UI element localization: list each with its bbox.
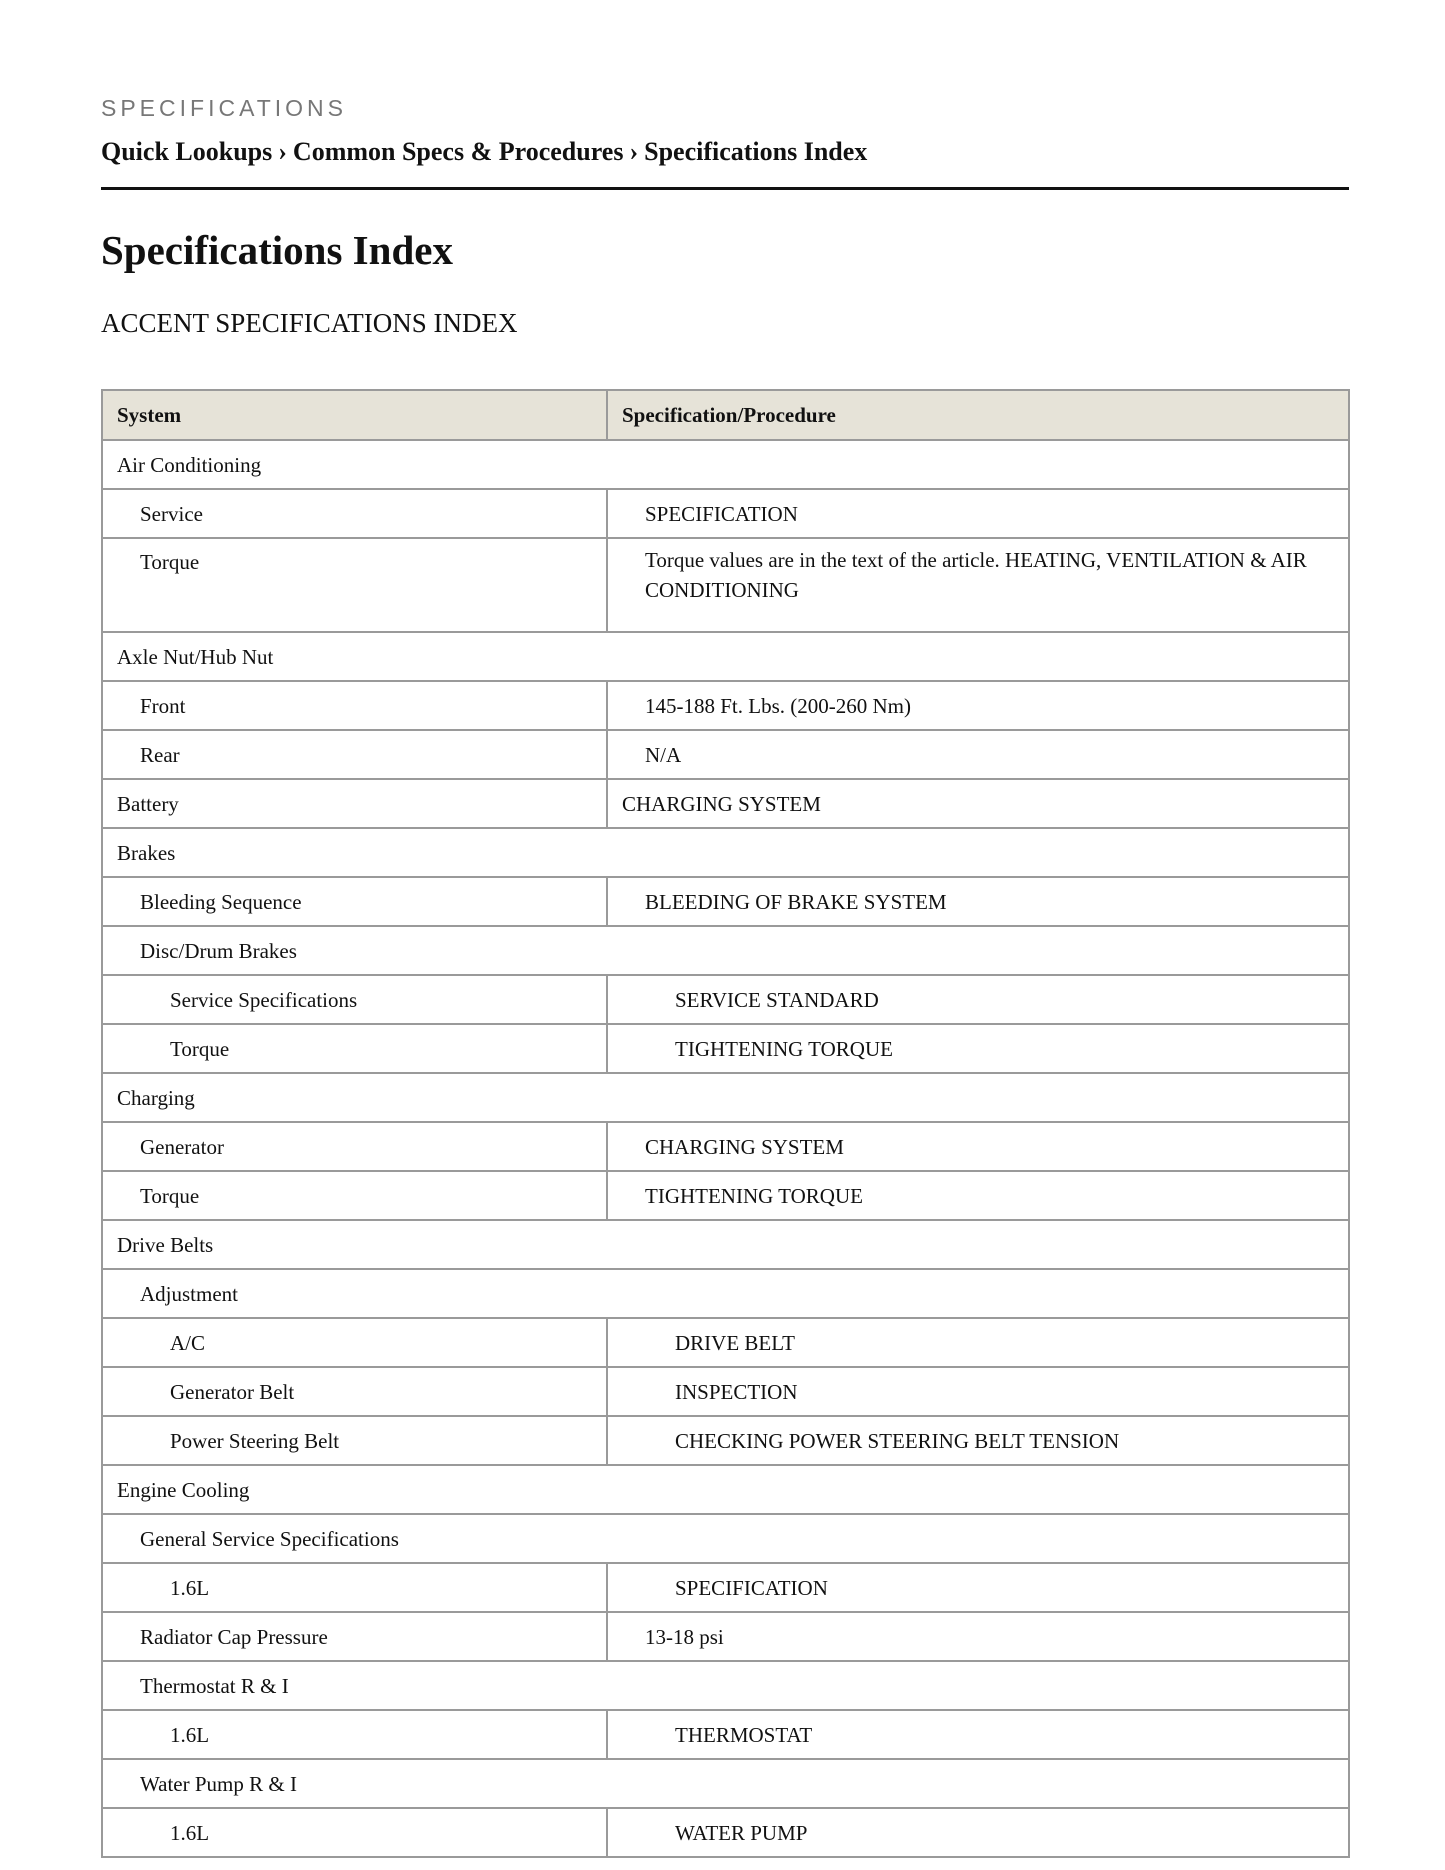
table-row xyxy=(102,975,1349,1024)
table-row xyxy=(102,681,1349,730)
specification-cell: SERVICE STANDARD xyxy=(607,975,1349,1024)
table-row xyxy=(102,1220,1349,1269)
table-row xyxy=(102,779,1349,828)
specification-cell: CHARGING SYSTEM xyxy=(607,1122,1349,1171)
system-cell: Service xyxy=(102,489,607,538)
specification-cell: INSPECTION xyxy=(607,1367,1349,1416)
system-cell: Front xyxy=(102,681,607,730)
breadcrumb xyxy=(101,137,867,167)
table-row xyxy=(102,538,1349,632)
page-subtitle: ACCENT SPECIFICATIONS INDEX xyxy=(101,308,518,338)
specification-cell: DRIVE BELT xyxy=(607,1318,1349,1367)
page-title: Specifications Index xyxy=(101,227,453,273)
system-cell: Brakes xyxy=(102,828,1349,877)
table-row xyxy=(102,1563,1349,1612)
table-row xyxy=(102,877,1349,926)
specifications-table xyxy=(101,389,1350,1858)
table-row xyxy=(102,632,1349,681)
system-cell: Bleeding Sequence xyxy=(102,877,607,926)
system-cell: Adjustment xyxy=(102,1269,1349,1318)
system-cell: Generator xyxy=(102,1122,607,1171)
table-row xyxy=(102,1024,1349,1073)
system-cell: Radiator Cap Pressure xyxy=(102,1612,607,1661)
system-cell: Torque xyxy=(102,1171,607,1220)
table-row xyxy=(102,730,1349,779)
system-cell: Charging xyxy=(102,1073,1349,1122)
table-row xyxy=(102,1171,1349,1220)
system-cell: Thermostat R & I xyxy=(102,1661,1349,1710)
system-cell: Generator Belt xyxy=(102,1367,607,1416)
specification-cell: SPECIFICATION xyxy=(607,489,1349,538)
system-cell: Power Steering Belt xyxy=(102,1416,607,1465)
breadcrumb-separator: › xyxy=(278,137,287,166)
table-row xyxy=(102,489,1349,538)
system-cell: Torque xyxy=(102,1024,607,1073)
table-row xyxy=(102,1122,1349,1171)
table-row xyxy=(102,828,1349,877)
system-cell: Air Conditioning xyxy=(102,440,1349,489)
column-header-system: System xyxy=(102,390,607,440)
system-cell: Rear xyxy=(102,730,607,779)
system-cell: 1.6L xyxy=(102,1710,607,1759)
system-cell: General Service Specifications xyxy=(102,1514,1349,1563)
specification-cell: TIGHTENING TORQUE xyxy=(607,1024,1349,1073)
specification-cell: BLEEDING OF BRAKE SYSTEM xyxy=(607,877,1349,926)
table-row xyxy=(102,1073,1349,1122)
specification-cell: Torque values are in the text of the article. HEATING, VENTILATION & AIR CONDITIONING xyxy=(607,538,1349,632)
table-row xyxy=(102,1367,1349,1416)
table-row xyxy=(102,440,1349,489)
system-cell: Battery xyxy=(102,779,607,828)
specification-cell: WATER PUMP xyxy=(607,1808,1349,1857)
system-cell: Service Specifications xyxy=(102,975,607,1024)
table-row xyxy=(102,1465,1349,1514)
breadcrumb-quick-lookups[interactable]: Quick Lookups xyxy=(101,137,273,166)
specification-cell: THERMOSTAT xyxy=(607,1710,1349,1759)
breadcrumb-separator: › xyxy=(629,137,639,166)
breadcrumb-specifications-index: Specifications Index xyxy=(644,137,868,166)
system-cell: A/C xyxy=(102,1318,607,1367)
specification-cell: SPECIFICATION xyxy=(607,1563,1349,1612)
table-row xyxy=(102,926,1349,975)
system-cell: Water Pump R & I xyxy=(102,1759,1349,1808)
table-row xyxy=(102,1808,1349,1857)
table-row xyxy=(102,1661,1349,1710)
table-row xyxy=(102,1416,1349,1465)
section-label: SPECIFICATIONS xyxy=(101,95,347,121)
system-cell: Drive Belts xyxy=(102,1220,1349,1269)
table-row xyxy=(102,1710,1349,1759)
specification-cell: 145-188 Ft. Lbs. (200-260 Nm) xyxy=(607,681,1349,730)
system-cell: 1.6L xyxy=(102,1808,607,1857)
system-cell: Torque xyxy=(102,538,607,632)
specification-cell: 13-18 psi xyxy=(607,1612,1349,1661)
table-row xyxy=(102,1759,1349,1808)
system-cell: Disc/Drum Brakes xyxy=(102,926,1349,975)
table-row xyxy=(102,1612,1349,1661)
specification-cell: CHECKING POWER STEERING BELT TENSION xyxy=(607,1416,1349,1465)
column-header-specification: Specification/Procedure xyxy=(607,390,1349,440)
system-cell: 1.6L xyxy=(102,1563,607,1612)
specification-cell: N/A xyxy=(607,730,1349,779)
table-body xyxy=(102,440,1349,1857)
specification-cell: CHARGING SYSTEM xyxy=(607,779,1349,828)
specification-cell: TIGHTENING TORQUE xyxy=(607,1171,1349,1220)
system-cell: Axle Nut/Hub Nut xyxy=(102,632,1349,681)
header-divider xyxy=(101,187,1349,190)
table-row xyxy=(102,1269,1349,1318)
breadcrumb-common-specs[interactable]: Common Specs & Procedures xyxy=(292,137,624,166)
table-row xyxy=(102,1514,1349,1563)
table-header-row xyxy=(102,390,1349,440)
system-cell: Engine Cooling xyxy=(102,1465,1349,1514)
table-row xyxy=(102,1318,1349,1367)
